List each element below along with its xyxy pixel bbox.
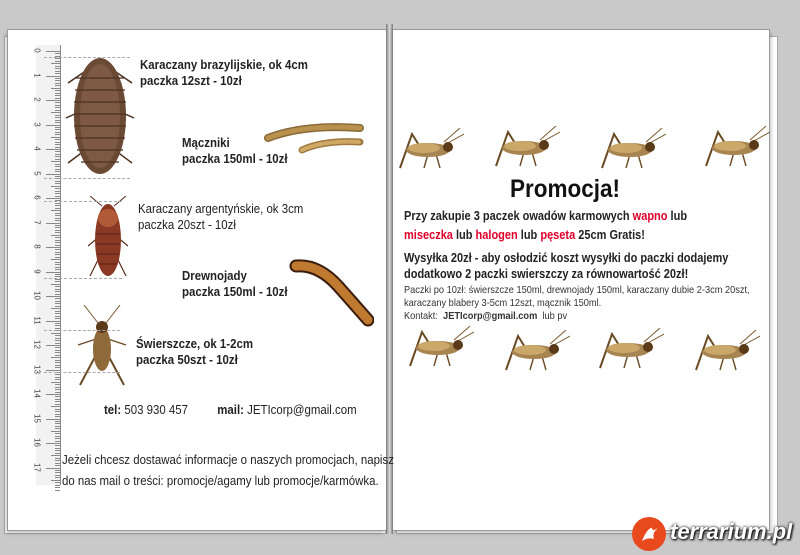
ruler-tick [55, 433, 60, 434]
ruler-label: 2 [32, 97, 42, 102]
ruler-tick [55, 316, 60, 317]
ruler-tick [55, 384, 60, 385]
details-contact [404, 310, 750, 323]
product-block-superworm [182, 268, 288, 301]
promo-offer-line-1 [404, 207, 687, 226]
gift-halogen: halogen [475, 228, 518, 242]
ruler-tick [55, 392, 60, 393]
product-name: Drewnojady [182, 268, 247, 283]
ruler-tick [55, 215, 60, 216]
ruler-tick [55, 245, 60, 246]
mail-address[interactable]: JETIcorp@gmail.com [247, 402, 357, 417]
ruler-tick [55, 318, 60, 319]
ruler-tick [55, 340, 60, 341]
ruler-tick [55, 350, 60, 351]
ruler-tick [55, 416, 60, 417]
ruler-tick [55, 338, 60, 339]
product-block-cricket [136, 336, 253, 369]
shipping-line-2: dodatkowo 2 paczki swierszczy za równowartość 20zł! [404, 267, 689, 281]
measure-guide [44, 278, 122, 279]
ruler-tick [51, 210, 60, 211]
ruler-tick [55, 291, 60, 292]
ruler-tick [55, 450, 60, 451]
ruler-tick [55, 445, 60, 446]
ruler-label: 14 [32, 389, 42, 398]
package-details [404, 284, 750, 323]
cricket-image [594, 328, 664, 372]
ruler-tick [55, 438, 60, 439]
ruler-tick [55, 389, 60, 390]
ruler-label: 4 [32, 146, 42, 151]
ruler-label: 5 [32, 170, 42, 176]
offer-text: 25cm Gratis! [575, 228, 645, 242]
ruler-tick [46, 370, 60, 371]
ruler-tick [46, 321, 60, 322]
tel-number[interactable]: 503 930 457 [124, 402, 188, 417]
ruler-tick [51, 333, 60, 334]
ruler-tick [55, 183, 60, 184]
cricket-image [690, 330, 760, 374]
newsletter-line-1: Jeżeli chcesz dostawać informacje o naszych promocjach, napisz [62, 452, 394, 467]
ruler-tick [55, 367, 60, 368]
dubia-roach-large-image [60, 48, 140, 180]
ruler-tick [55, 343, 60, 344]
contact-label: Kontakt: [404, 310, 438, 322]
ruler-tick [46, 345, 60, 346]
ruler-tick [55, 365, 60, 366]
gift-peseta: pęseta [540, 228, 576, 242]
ruler-tick [46, 100, 60, 101]
product-name: Świerszcze, ok 1-2cm [136, 336, 254, 351]
product-block-mealworm [182, 135, 288, 168]
measure-guide [44, 372, 120, 373]
offer-text: lub [517, 228, 541, 242]
ruler-tick [46, 198, 60, 199]
ruler-label: 8 [32, 244, 42, 249]
ruler-tick [55, 421, 60, 422]
gecko-icon [630, 515, 668, 553]
ruler-tick [46, 125, 60, 126]
ruler-tick [55, 411, 60, 412]
ruler-tick [55, 414, 60, 415]
ruler-tick [55, 188, 60, 189]
ruler-tick [46, 51, 60, 52]
ruler-tick [55, 477, 60, 478]
ruler-label: 16 [32, 438, 42, 447]
product-name: Mączniki [182, 135, 230, 150]
ruler-label: 1 [32, 72, 42, 78]
product-offer: paczka 150ml - 10zł [182, 151, 288, 167]
cricket-image [596, 128, 666, 172]
ruler-label: 6 [32, 195, 42, 200]
ruler-tick [51, 63, 60, 64]
ruler-tick [46, 149, 60, 150]
ruler-tick [51, 480, 60, 481]
ruler-tick [51, 161, 60, 162]
ruler-tick [55, 396, 60, 397]
promo-offer [404, 207, 687, 245]
cricket-image [404, 326, 474, 370]
ruler-tick [55, 374, 60, 375]
brand-name: terrarium [670, 519, 767, 544]
ruler-tick [55, 242, 60, 243]
ruler-tick [55, 352, 60, 353]
ruler-tick [55, 252, 60, 253]
ruler-tick [55, 485, 60, 486]
product-offer: paczka 12szt - 10zł [140, 73, 242, 89]
ruler-tick [46, 174, 60, 175]
ruler-tick [55, 193, 60, 194]
ruler-tick [55, 428, 60, 429]
ruler-tick [55, 181, 60, 182]
ruler-tick [46, 296, 60, 297]
ruler-tick [55, 460, 60, 461]
tel-label: tel: [104, 402, 122, 417]
gift-miseczka: miseczka [404, 228, 453, 242]
newsletter-note [62, 449, 394, 491]
offer-text: Przy zakupie 3 paczek owadów karmowych [404, 209, 633, 223]
ruler-tick [51, 308, 60, 309]
ruler-tick [55, 311, 60, 312]
ruler-tick [55, 227, 60, 228]
ruler-tick [55, 404, 60, 405]
ruler-tick [55, 196, 60, 197]
shipping-note [404, 250, 728, 282]
ruler-tick [51, 284, 60, 285]
cricket-small-image [74, 305, 130, 393]
ruler-tick [55, 448, 60, 449]
ruler-tick [51, 455, 60, 456]
brand-tld: .pl [766, 519, 793, 544]
ruler-tick [55, 249, 60, 250]
ruler-tick [46, 443, 60, 444]
ruler-tick [55, 458, 60, 459]
ruler-tick [55, 313, 60, 314]
ruler-tick [55, 225, 60, 226]
ruler-tick [55, 347, 60, 348]
ruler-tick [55, 475, 60, 476]
ruler-tick [55, 264, 60, 265]
ruler-tick [55, 220, 60, 221]
newsletter-line-2: do nas mail o treści: promocje/agamy lub promocje/karmówka. [62, 473, 379, 488]
ruler-tick [46, 223, 60, 224]
ruler-tick [46, 247, 60, 248]
ruler-tick [46, 272, 60, 273]
offer-text: lub [452, 228, 476, 242]
details-line-2: karaczany blabery 3-5cm 12szt, mącznik 150ml. [404, 297, 602, 309]
cricket-image [394, 128, 464, 172]
ruler-label: 0 [32, 48, 42, 53]
ruler-tick [55, 423, 60, 424]
ruler-tick [55, 298, 60, 299]
ruler-label: 10 [32, 291, 42, 300]
ruler-tick [55, 267, 60, 268]
ruler-tick [55, 472, 60, 473]
ruler-tick [55, 257, 60, 258]
ruler-tick [55, 213, 60, 214]
ruler-tick [55, 377, 60, 378]
ruler-tick [55, 218, 60, 219]
ruler-tick [55, 482, 60, 483]
contact-tail: lub pv [542, 310, 568, 322]
ruler-label: 7 [32, 219, 42, 225]
ruler-tick [55, 289, 60, 290]
ruler-tick [55, 262, 60, 263]
ruler-tick [55, 237, 60, 238]
ruler-tick [55, 436, 60, 437]
product-block-dubia-large [140, 57, 308, 90]
ruler-tick [55, 306, 60, 307]
ruler-tick [46, 76, 60, 77]
superworm-image [288, 256, 374, 328]
ruler-tick [55, 254, 60, 255]
ruler-tick [51, 382, 60, 383]
brand-text [670, 519, 792, 545]
ruler-tick [46, 419, 60, 420]
ruler-tick [51, 112, 60, 113]
ruler-tick [55, 401, 60, 402]
ruler-tick [51, 137, 60, 138]
ruler-tick [55, 230, 60, 231]
measure-guide [44, 178, 130, 179]
ruler-label: 12 [32, 340, 42, 349]
ruler-tick [46, 468, 60, 469]
ruler [32, 45, 61, 485]
offer-text: lub [667, 209, 688, 223]
product-offer: paczka 20szt - 10zł [138, 217, 236, 233]
ruler-tick [55, 360, 60, 361]
product-block-argentinian [138, 201, 303, 234]
ruler-tick [55, 399, 60, 400]
ruler-tick [55, 325, 60, 326]
cricket-image [700, 126, 770, 170]
ruler-tick [55, 453, 60, 454]
ruler-tick [51, 88, 60, 89]
argentinian-roach-image [88, 196, 128, 282]
ruler-tick [55, 426, 60, 427]
contact-line [104, 402, 357, 418]
ruler-tick [55, 294, 60, 295]
terrarium-logo[interactable] [630, 512, 800, 555]
ruler-tick [51, 259, 60, 260]
promo-title: Promocja! [510, 175, 621, 203]
ruler-tick [55, 208, 60, 209]
ruler-tick [55, 269, 60, 270]
promo-offer-line-2 [404, 226, 687, 245]
ruler-label: 9 [32, 268, 42, 274]
ruler-tick [51, 406, 60, 407]
ruler-tick [55, 465, 60, 466]
mail-label: mail: [217, 402, 244, 417]
ruler-label: 17 [32, 462, 42, 472]
ruler-tick [55, 203, 60, 204]
ruler-tick [55, 487, 60, 488]
ruler-tick [55, 470, 60, 471]
ruler-tick [55, 441, 60, 442]
ruler-tick [51, 357, 60, 358]
ruler-tick [55, 191, 60, 192]
ruler-tick [55, 301, 60, 302]
shipping-line-1: Wysyłka 20zł - aby osłodzić koszt wysyłki do paczki dodajemy [404, 251, 729, 265]
ruler-tick [55, 328, 60, 329]
cricket-image [500, 330, 570, 374]
measure-guide [44, 57, 130, 58]
ruler-tick [51, 186, 60, 187]
measure-guide [44, 330, 120, 331]
ruler-tick [55, 335, 60, 336]
ruler-tick [55, 463, 60, 464]
ruler-tick [55, 274, 60, 275]
ruler-label: 11 [32, 315, 42, 325]
ruler-tick [55, 205, 60, 206]
ruler-tick [55, 490, 60, 491]
ruler-tick [55, 379, 60, 380]
ruler-tick [55, 409, 60, 410]
gift-wapno: wapno [632, 209, 668, 223]
product-offer: paczka 50szt - 10zł [136, 352, 238, 368]
product-name: Karaczany brazylijskie, ok 4cm [140, 57, 308, 72]
measure-guide [44, 201, 122, 202]
ruler-tick [55, 303, 60, 304]
ruler-tick [55, 232, 60, 233]
ruler-tick [55, 362, 60, 363]
cricket-image [490, 126, 560, 170]
ruler-tick [55, 240, 60, 241]
ruler-tick [55, 286, 60, 287]
ruler-label: 3 [32, 121, 42, 127]
product-offer: paczka 150ml - 10zł [182, 284, 288, 300]
ruler-tick [55, 355, 60, 356]
ruler-label: 13 [32, 364, 42, 374]
contact-mail[interactable]: JETIcorp@gmail.com [443, 310, 538, 322]
ruler-tick [46, 394, 60, 395]
ruler-tick [51, 431, 60, 432]
ruler-tick [55, 387, 60, 388]
ruler-tick [55, 323, 60, 324]
ruler-label: 15 [32, 413, 42, 423]
ruler-tick [55, 281, 60, 282]
product-name: Karaczany argentyńskie, ok 3cm [138, 201, 304, 216]
ruler-tick [51, 235, 60, 236]
details-line-1: Paczki po 10zł: świerszcze 150ml, drewnojady 150ml, karaczany dubie 2-3cm 20szt, [404, 284, 750, 296]
